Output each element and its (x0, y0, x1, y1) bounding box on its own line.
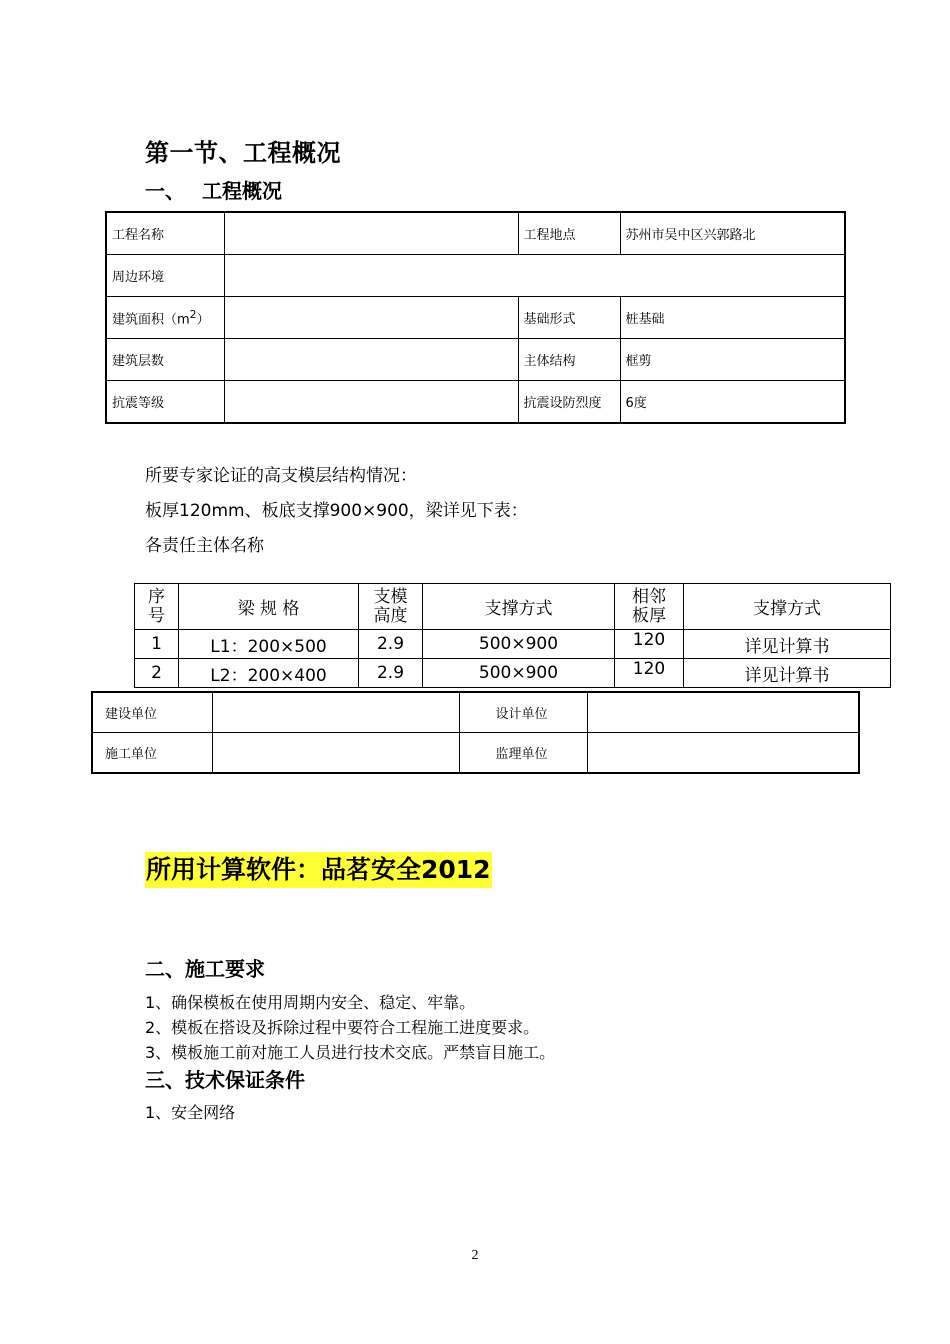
area-label: 建筑面积$(m^2)$ (106, 297, 224, 339)
technical-conditions-title: 三、技术保证条件 (145, 1068, 305, 1092)
section-title: 第一节、工程概况 (145, 139, 341, 167)
beam-table-header (135, 584, 891, 630)
foundation-label: 基础形式 (518, 297, 620, 339)
list-item: 1、安全网络 (145, 1103, 236, 1122)
project-name-value (224, 212, 518, 255)
supervisor-value (587, 733, 859, 774)
row-height: 2.9 (359, 630, 423, 659)
designer-value (587, 692, 859, 733)
list-item: 1、确保模板在使用周期内安全、稳定、牢靠。 (145, 993, 476, 1012)
paragraph-parties: 各责任主体名称 (145, 536, 264, 556)
designer-label: 设计单位 (459, 692, 587, 733)
project-overview-table (105, 211, 846, 424)
builder-value (212, 692, 459, 733)
foundation-value: 桩基础 (620, 297, 845, 339)
row-spec: L2：200×400 (179, 659, 359, 688)
header-support: 支撑方式 (423, 584, 615, 630)
paragraph-slab: 板厚120mm、板底支撑900×900，梁详见下表： (145, 501, 528, 521)
floors-label: 建筑层数 (106, 339, 224, 381)
seismic-grade-label: 抗震等级 (106, 381, 224, 424)
row-seq: 2 (135, 659, 179, 688)
contractor-label: 施工单位 (92, 733, 212, 774)
software-highlight: 所用计算软件：品茗安全2012 (145, 852, 492, 888)
list-item: 2、模板在搭设及拆除过程中要符合工程施工进度要求。 (145, 1018, 540, 1037)
area-value (224, 297, 518, 339)
table-row (135, 659, 891, 688)
structure-value: 框剪 (620, 339, 845, 381)
row-support: 500×900 (423, 659, 615, 688)
project-name-label: 工程名称 (106, 212, 224, 255)
construction-requirements-title: 二、施工要求 (145, 957, 265, 981)
row-thickness: 120 (615, 659, 684, 688)
row-method: 详见计算书 (684, 659, 891, 688)
paragraph-structure: 所要专家论证的高支模层结构情况： (145, 466, 417, 486)
row-thickness: 120 (615, 630, 684, 659)
floors-value (224, 339, 518, 381)
table-row (135, 630, 891, 659)
structure-label: 主体结构 (518, 339, 620, 381)
supervisor-label: 监理单位 (459, 733, 587, 774)
parties-table (91, 691, 860, 774)
contractor-value (212, 733, 459, 774)
surroundings-label: 周边环境 (106, 255, 224, 297)
location-value: 苏州市吴中区兴郭路北 (620, 212, 845, 255)
header-support-method: 支撑方式 (684, 584, 891, 630)
row-height: 2.9 (359, 659, 423, 688)
header-seq: 序 号 (135, 584, 179, 630)
list-item: 3、模板施工前对施工人员进行技术交底。严禁盲目施工。 (145, 1043, 556, 1062)
header-spec: 梁 规 格 (179, 584, 359, 630)
builder-label: 建设单位 (92, 692, 212, 733)
page-number: 2 (471, 1248, 479, 1263)
row-support: 500×900 (423, 630, 615, 659)
subsection-number: 一、 (145, 179, 185, 203)
seismic-intensity-label: 抗震设防烈度 (518, 381, 620, 424)
surroundings-value (224, 255, 845, 297)
row-seq: 1 (135, 630, 179, 659)
header-adjacent-thickness: 相邻 板厚 (615, 584, 684, 630)
beam-table (134, 583, 891, 688)
header-height: 支模 高度 (359, 584, 423, 630)
location-label: 工程地点 (518, 212, 620, 255)
seismic-intensity-value: 6度 (620, 381, 845, 424)
seismic-grade-value (224, 381, 518, 424)
subsection-title: 工程概况 (202, 179, 282, 203)
row-method: 详见计算书 (684, 630, 891, 659)
row-spec: L1：200×500 (179, 630, 359, 659)
